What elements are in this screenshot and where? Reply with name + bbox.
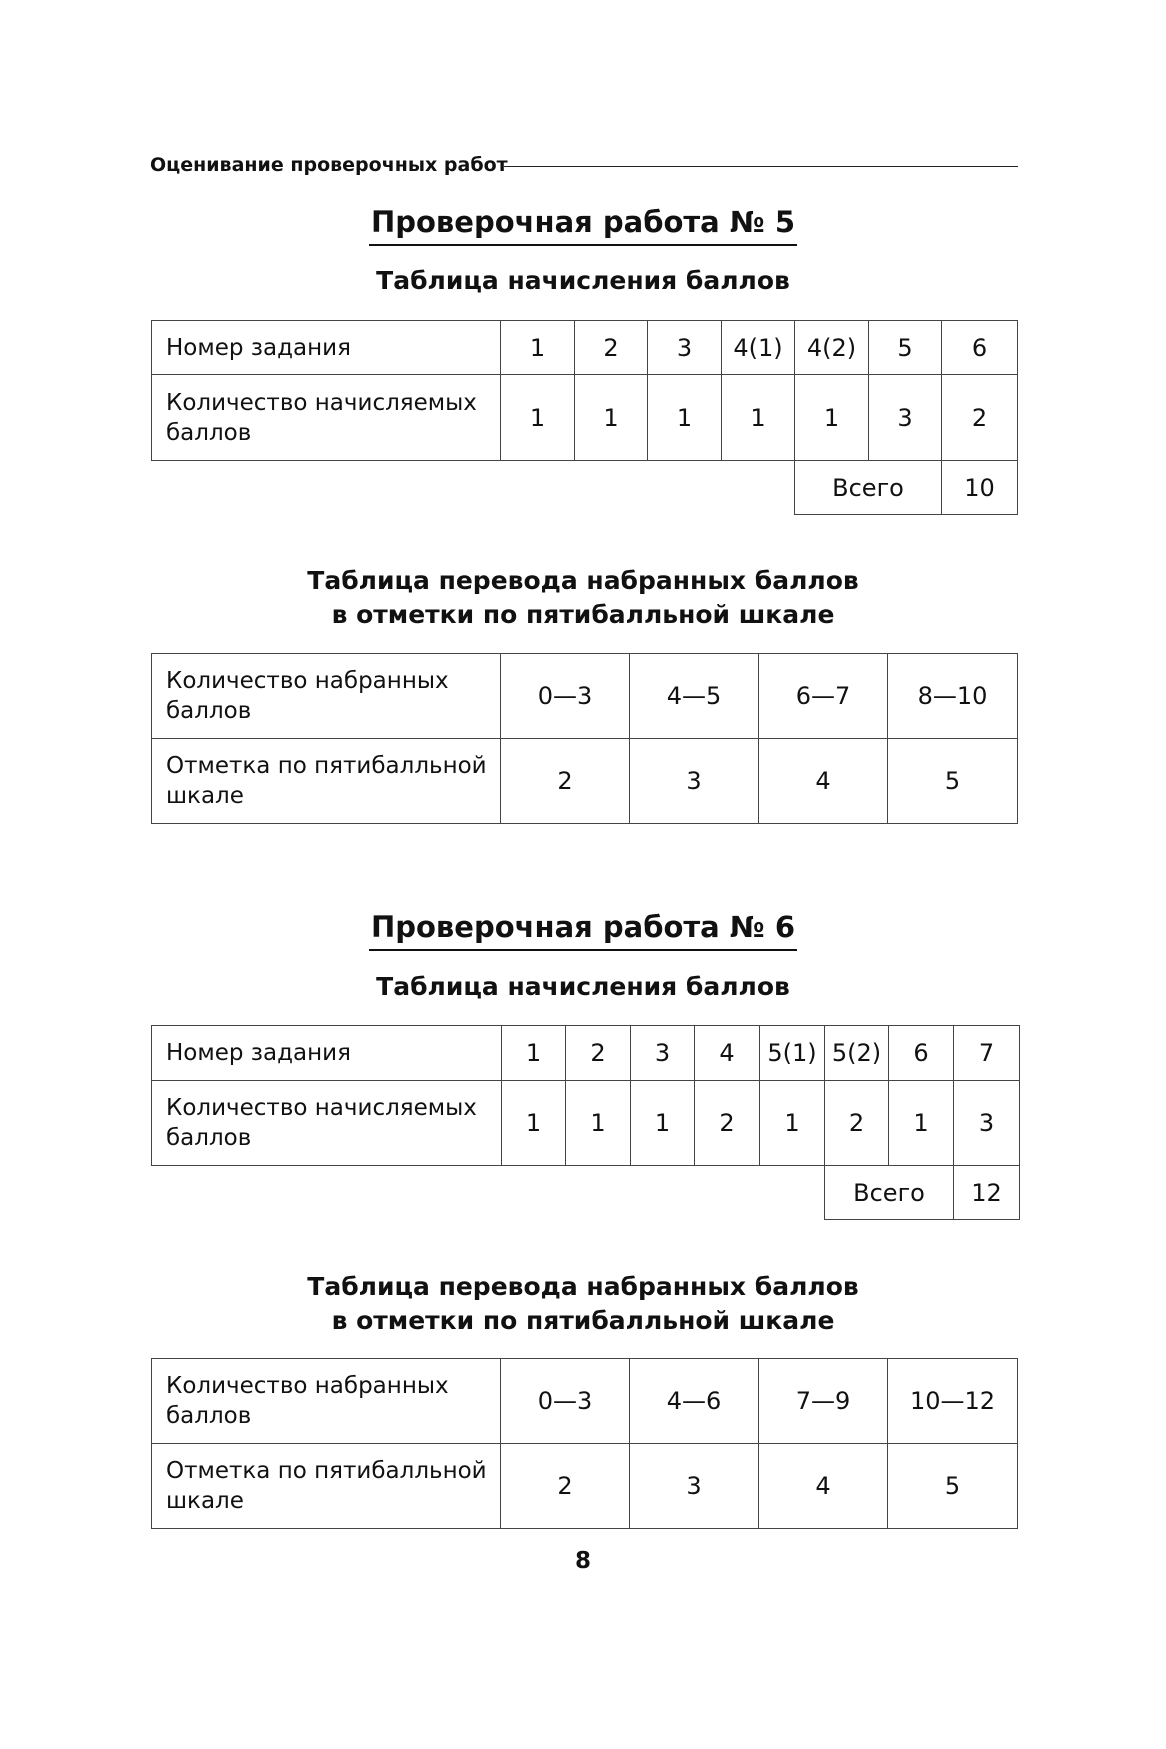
grade-table-title-5-line1: Таблица перевода набранных баллов <box>307 566 859 595</box>
grade-cell: 4 <box>759 739 888 824</box>
range-cell: 4—6 <box>630 1359 759 1444</box>
task-cell: 5 <box>869 321 942 375</box>
points-cell: 1 <box>575 375 648 461</box>
total-value: 12 <box>954 1166 1020 1220</box>
points-cell: 2 <box>695 1081 760 1166</box>
task-cell: 4 <box>695 1026 760 1081</box>
task-cell: 2 <box>575 321 648 375</box>
points-cell: 1 <box>648 375 722 461</box>
task-cell: 4(2) <box>795 321 869 375</box>
task-cell: 3 <box>648 321 722 375</box>
total-value: 10 <box>942 461 1018 515</box>
task-cell: 1 <box>502 1026 566 1081</box>
task-cell: 6 <box>889 1026 954 1081</box>
blank-cell <box>152 461 795 515</box>
row-label-task-number: Номер задания <box>152 321 501 375</box>
grade-table-6 <box>151 1358 1018 1529</box>
running-head-text: Оценивание проверочных работ <box>150 154 508 176</box>
range-cell: 10—12 <box>888 1359 1018 1444</box>
work-title-6 <box>0 909 1166 951</box>
points-table-6 <box>151 1025 1020 1220</box>
task-cell: 6 <box>942 321 1018 375</box>
points-table-5 <box>151 320 1018 515</box>
points-cell: 1 <box>501 375 575 461</box>
total-label: Всего <box>795 461 942 515</box>
row-label-task-number: Номер задания <box>152 1026 502 1081</box>
work-title-text: Проверочная работа № 6 <box>369 909 797 951</box>
points-cell: 1 <box>502 1081 566 1166</box>
grade-table-title-6-line1: Таблица перевода набранных баллов <box>307 1272 859 1301</box>
total-row <box>152 1166 1020 1220</box>
row-label-points: Количество начисляемых баллов <box>152 1081 502 1166</box>
range-cell: 0—3 <box>501 1359 630 1444</box>
row-label-points: Количество начисляемых баллов <box>152 375 501 461</box>
points-cell: 3 <box>869 375 942 461</box>
points-cell: 2 <box>942 375 1018 461</box>
grade-row <box>152 739 1018 824</box>
task-cell: 2 <box>566 1026 631 1081</box>
task-cell: 3 <box>631 1026 695 1081</box>
work-title-text: Проверочная работа № 5 <box>369 204 797 246</box>
blank-cell <box>152 1166 825 1220</box>
points-cell: 1 <box>760 1081 825 1166</box>
task-cell: 7 <box>954 1026 1020 1081</box>
score-range-row <box>152 1359 1018 1444</box>
page-number: 8 <box>574 1548 591 1574</box>
points-cell: 1 <box>795 375 869 461</box>
work-title-5 <box>0 204 1166 246</box>
points-row <box>152 1081 1020 1166</box>
grade-table-5 <box>151 653 1018 824</box>
grade-cell: 4 <box>759 1444 888 1529</box>
task-number-row <box>152 1026 1020 1081</box>
grade-table-title-6-line2: в отметки по пятибалльной шкале <box>331 1306 835 1335</box>
points-table-title-5: Таблица начисления баллов <box>376 266 790 295</box>
points-row <box>152 375 1018 461</box>
running-head <box>150 151 1018 179</box>
grade-row <box>152 1444 1018 1529</box>
task-cell: 5(1) <box>760 1026 825 1081</box>
row-label-score: Количество набранных баллов <box>152 654 501 739</box>
points-cell: 1 <box>631 1081 695 1166</box>
row-label-grade: Отметка по пятибалльной шкале <box>152 739 501 824</box>
row-label-score: Количество набранных баллов <box>152 1359 501 1444</box>
task-number-row <box>152 321 1018 375</box>
points-table-title-6: Таблица начисления баллов <box>376 972 790 1001</box>
points-cell: 3 <box>954 1081 1020 1166</box>
grade-cell: 5 <box>888 739 1018 824</box>
task-cell: 4(1) <box>722 321 795 375</box>
grade-cell: 2 <box>501 739 630 824</box>
total-label: Всего <box>825 1166 954 1220</box>
running-head-rule <box>504 166 1018 167</box>
grade-cell: 3 <box>630 739 759 824</box>
grade-table-title-5-line2: в отметки по пятибалльной шкале <box>331 600 835 629</box>
points-cell: 1 <box>566 1081 631 1166</box>
points-cell: 1 <box>722 375 795 461</box>
range-cell: 8—10 <box>888 654 1018 739</box>
task-cell: 1 <box>501 321 575 375</box>
grade-cell: 3 <box>630 1444 759 1529</box>
range-cell: 7—9 <box>759 1359 888 1444</box>
range-cell: 4—5 <box>630 654 759 739</box>
points-cell: 2 <box>825 1081 889 1166</box>
grade-cell: 5 <box>888 1444 1018 1529</box>
range-cell: 6—7 <box>759 654 888 739</box>
task-cell: 5(2) <box>825 1026 889 1081</box>
score-range-row <box>152 654 1018 739</box>
grade-cell: 2 <box>501 1444 630 1529</box>
range-cell: 0—3 <box>501 654 630 739</box>
total-row <box>152 461 1018 515</box>
row-label-grade: Отметка по пятибалльной шкале <box>152 1444 501 1529</box>
points-cell: 1 <box>889 1081 954 1166</box>
